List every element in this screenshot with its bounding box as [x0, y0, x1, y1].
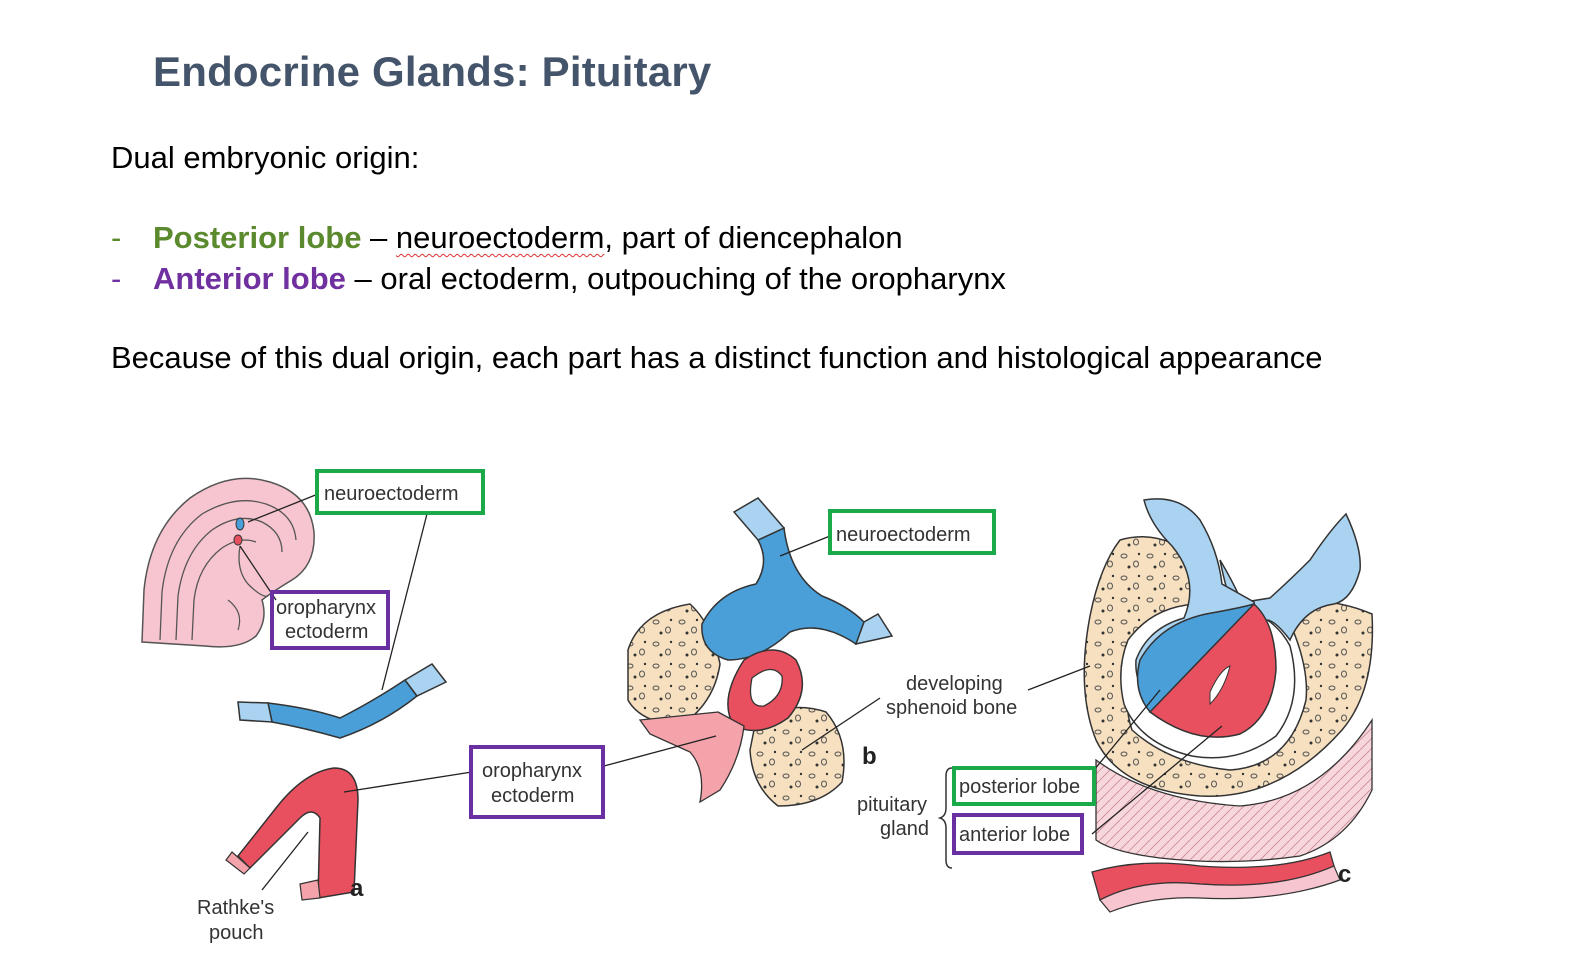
pituitary-label-2: gland — [880, 818, 929, 840]
oropharynx-label-a: oropharynx — [276, 597, 377, 619]
neuroectoderm-label-a: neuroectoderm — [324, 483, 459, 505]
sphenoid-label-1: developing — [906, 673, 1003, 695]
pouch-label: pouch — [209, 922, 264, 944]
neuroectoderm-a — [238, 664, 446, 738]
oral-ectoderm-spot — [234, 535, 242, 545]
rathkes-pouch — [238, 768, 358, 898]
pituitary-brace — [940, 768, 952, 868]
bullet-dash: - — [111, 261, 122, 296]
ectoderm-label-mid: ectoderm — [491, 785, 575, 807]
posterior-lobe-term: Posterior lobe — [153, 220, 362, 255]
conclusion-text: Because of this dual origin, each part has a distinct function and histological appearance — [111, 340, 1323, 375]
anterior-lobe-term: Anterior lobe — [153, 261, 346, 296]
bullet-dash: - — [111, 220, 122, 255]
panel-c-label: c — [1338, 861, 1352, 888]
sphenoid-label-2: sphenoid bone — [886, 697, 1018, 719]
neuroectoderm-spot — [236, 518, 244, 530]
panel-a-label: a — [350, 875, 364, 902]
bullet-text: , part of diencephalon — [604, 220, 903, 255]
bullet-separator: – — [345, 261, 381, 296]
pituitary-label-1: pituitary — [857, 794, 928, 816]
page-title: Endocrine Glands: Pituitary — [153, 48, 712, 95]
intro-text: Dual embryonic origin: — [111, 140, 420, 175]
bullet-separator: – — [361, 220, 396, 255]
neuroectoderm-label-b: neuroectoderm — [836, 524, 971, 546]
rathke-label: Rathke's — [197, 897, 275, 919]
oropharynx-label-mid: oropharynx — [482, 760, 583, 782]
anterior-lobe-label: anterior lobe — [959, 824, 1071, 846]
panel-b-label: b — [862, 743, 877, 770]
spellcheck-word: neuroectoderm — [395, 220, 605, 255]
ectoderm-label-a: ectoderm — [285, 621, 369, 643]
bullet-text: oral ectoderm, outpouching of the oropharynx — [380, 261, 1006, 296]
posterior-lobe-label: posterior lobe — [959, 776, 1081, 798]
